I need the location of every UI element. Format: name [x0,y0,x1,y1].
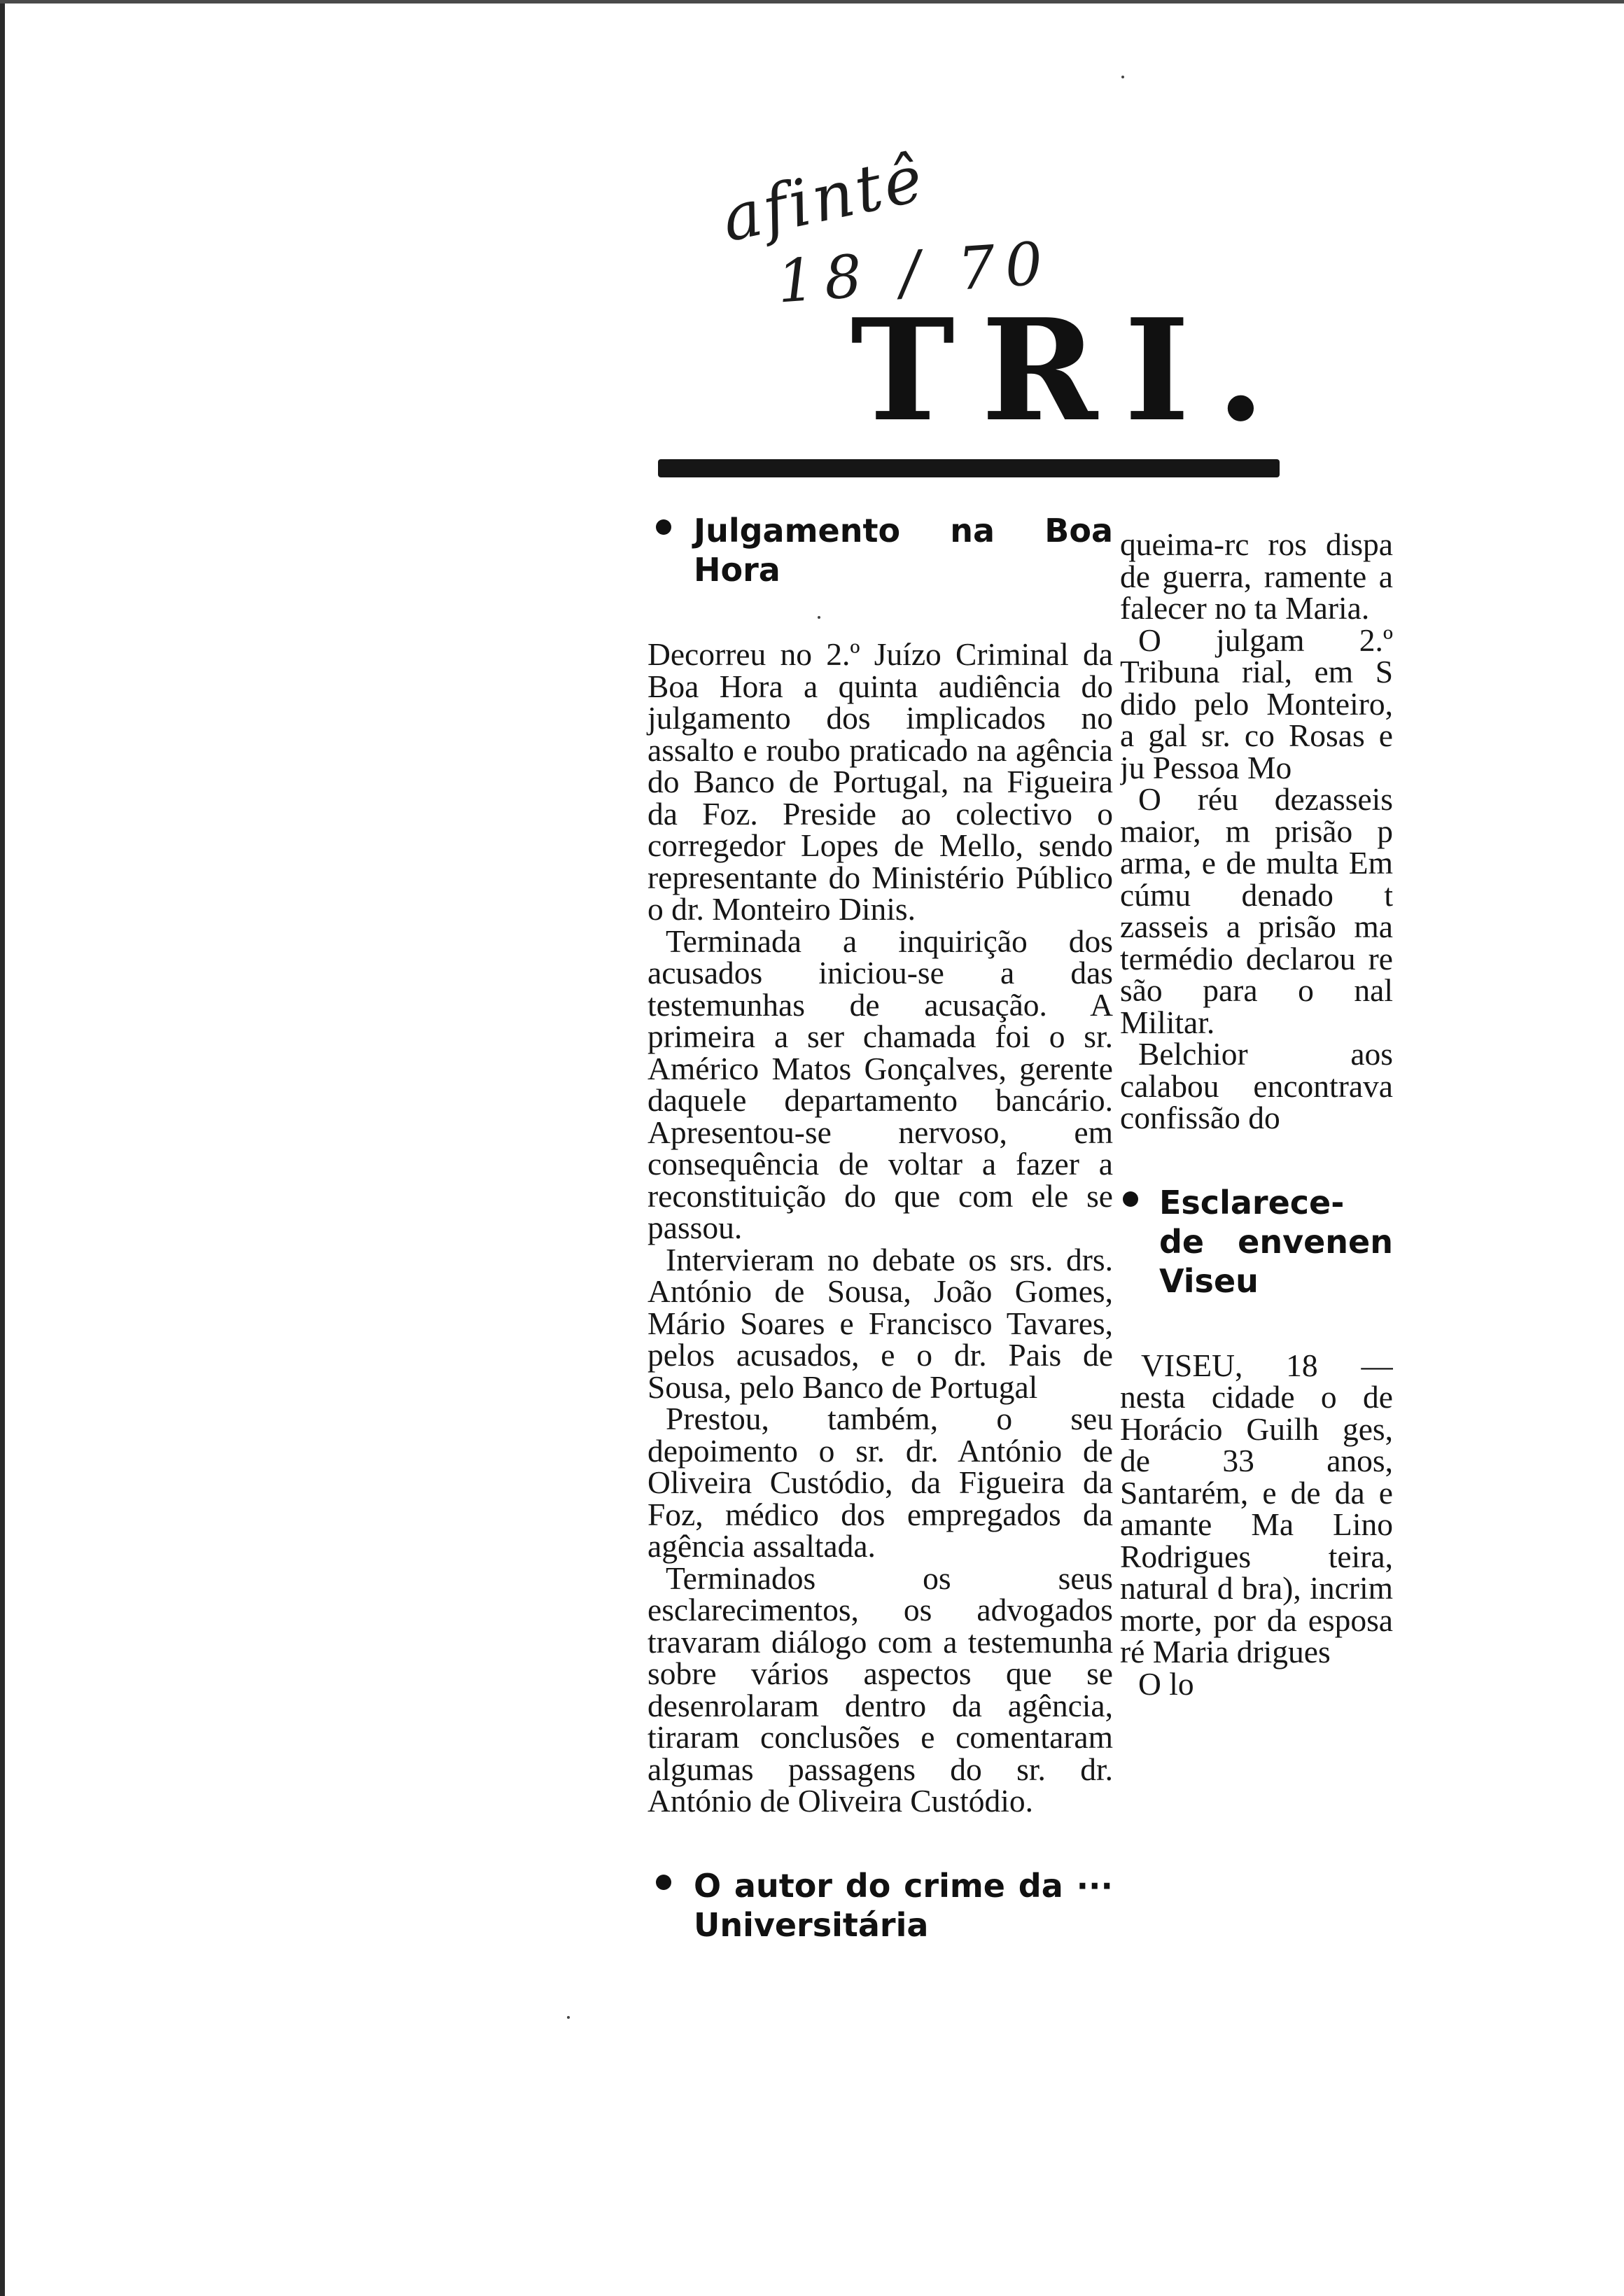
paragraph: O julgam 2.º Tribuna rial, em S dido pelo Monteiro, a gal sr. co Rosas e ju Pessoa Mo [1120,622,1393,785]
headline-text: O autor do crime da ··· Universitária [694,1866,1113,1944]
section-masthead: TRI. [850,288,1292,453]
left-column [648,511,1113,1945]
paragraph: Intervieram no debate os srs. drs. António de Sousa, João Gomes, Mário Soares e Francisco Tavares, pelos acusados, e o dr. Pais de Sousa, pelo Banco de Portugal [648,1241,1113,1405]
article-body-viseu [1120,1347,1393,1700]
article-body-julgamento [648,638,1113,1817]
bullet-icon [656,519,671,535]
paragraph: Terminados os seus esclarecimentos, os advogados travaram diálogo com a testemunha sobre vários aspectos que se desenrolaram dentro da agência, tiraram conclusões e comentaram algumas passagens do sr. dr. António de Oliveira Custódio. [648,1560,1113,1819]
article-continuation [1120,528,1393,1134]
masthead-rule [658,459,1280,477]
headline-text: Esclarece- de envenen Viseu [1159,1183,1393,1300]
headline-text: Julgamento na Boa Hora [694,512,1113,589]
paragraph: Prestou, também, o seu depoimento o sr. dr. António de Oliveira Custódio, da Figueira da Foz, médico dos empregados da agência assaltada. [648,1401,1113,1564]
paragraph: Terminada a inquirição dos acusados iniciou-se a das testemunhas de acusação. A primeira a ser chamada foi o sr. Américo Matos Gonçalves, gerente daquele departamento bancário. Apresentou-se nervoso, em consequência de voltar a fazer a reconstituição do que com ele se passou. [648,923,1113,1245]
handwritten-source: afintê [715,140,932,257]
paragraph: O réu dezasseis maior, m prisão p arma, e de multa Em cúmu denado t zasseis a prisão ma termédio declarou re são para o nal Militar. [1120,781,1393,1040]
right-column [1120,528,1393,1700]
paragraph: O lo [1138,1665,1194,1700]
scan-top-edge [0,0,1624,4]
bullet-icon [1123,1191,1138,1207]
article-headline-autor-crime [648,1866,1113,1945]
article-headline-esclarecimento [1120,1183,1393,1301]
handwritten-date: 18 / 70 [775,228,1055,316]
paragraph: Belchior aos calabou encontrava confissão do [1120,1036,1393,1135]
article-headline-julgamento [648,511,1113,589]
scan-speck [567,2016,570,2019]
paragraph: VISEU, 18 — nesta cidade o de Horácio Guilh ges, de 33 anos, Santarém, e de da e amante Ma Lino Rodrigues teira, natural d bra), incrim morte, por da esposa ré Maria drigues [1120,1347,1393,1670]
scan-left-edge [0,0,5,2296]
paragraph: queima-rc ros dispa de guerra, ramente a falecer no ta Maria. [1120,528,1393,626]
scan-speck [1121,76,1124,78]
bullet-icon [656,1875,671,1890]
paragraph: Decorreu no 2.º Juízo Criminal da Boa Hora a quinta audiência do julgamento dos implicados no assalto e roubo praticado na agência do Banco de Portugal, na Figueira da Foz. Preside ao colectivo o corregedor Lopes de Mello, sendo representante do Ministério Público o dr. Monteiro Dinis. [648,636,1113,927]
scan-speck [818,616,820,619]
